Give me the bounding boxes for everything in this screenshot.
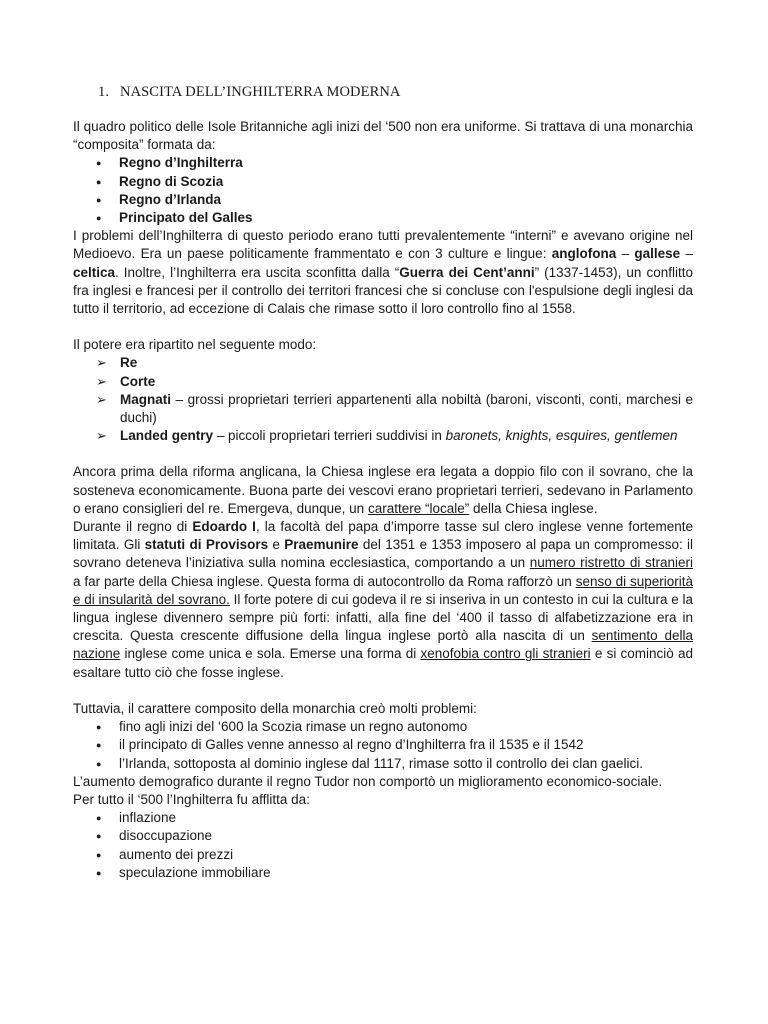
list-item: ● fino agli inizi del ‘600 la Scozia rimase un regno autonomo — [73, 718, 693, 736]
list-item: ➢ Magnati – grossi proprietari terrieri appartenenti alla nobiltà (baroni, visconti, conti, marchesi e duchi) — [73, 391, 693, 427]
list-item: ● l’Irlanda, sottoposta al dominio inglese dal 1117, rimase sotto il controllo dei clan gaelici. — [73, 755, 693, 773]
power-intro: Il potere era ripartito nel seguente modo: — [73, 337, 317, 353]
section-heading — [98, 84, 693, 101]
list-item: ● il principato di Galles venne annesso al regno d’Inghilterra fra il 1535 e il 1542 — [73, 736, 693, 754]
church-paragraph: Ancora prima della riforma anglicana, la Chiesa inglese era legata a doppio filo con il sovrano, che la sosteneva economicamente. Buona parte dei vescovi erano proprietari terrieri, sedevano in Parlamento o erano consiglieri del re. Emergeva, dunque, un carattere “locale” della Chiesa inglese. — [73, 464, 693, 516]
list-item: ● inflazione — [73, 809, 693, 827]
list-item: ● Regno d’Irlanda — [73, 191, 693, 209]
demography-paragraph: L’aumento demografico durante il regno Tudor non comportò un miglioramento economico-sociale. — [73, 773, 663, 789]
heading-number: 1. — [98, 84, 110, 100]
list-item: ● speculazione immobiliare — [73, 864, 693, 882]
list-item: ● Regno d’Inghilterra — [73, 154, 693, 172]
list-item: ● Principato del Galles — [73, 209, 693, 227]
monarchy-list — [73, 718, 693, 773]
list-item: ➢ Corte — [73, 373, 693, 391]
afflicted-list — [73, 809, 693, 882]
list-item: ➢ Landed gentry – piccoli proprietari terrieri suddivisi in baronets, knights, esquires, gentlemen — [73, 427, 693, 445]
intro-paragraph: Il quadro politico delle Isole Britanniche agli inizi del ‘500 non era uniforme. Si trattava di una monarchia “composita” formata da: — [73, 119, 693, 153]
problems-paragraph: I problemi dell’Inghilterra di questo periodo erano tutti prevalentemente “interni” e avevano origine nel Medioevo. Era un paese politicamente frammentato e con 3 culture e lingue: anglofona – gallese – celtica. Inoltre, l’Inghilterra era uscita sconfitta dalla “Guerra dei Cent’anni” (1337-1453), un conflitto fra inglesi e francesi per il controllo dei territori francesi che si concluse con l'espulsione degli inglesi da tutto il territorio, ad eccezione di Calais che rimase sotto il loro controllo fino al 1558. — [73, 228, 694, 317]
heading-text: NASCITA DELL’INGHILTERRA MODERNA — [120, 84, 401, 100]
list-item: ● Regno di Scozia — [73, 173, 693, 191]
document-page — [73, 84, 693, 882]
afflicted-intro: Per tutto il ‘500 l’Inghilterra fu afflitta da: — [73, 791, 310, 807]
monarchy-intro: Tuttavia, il carattere composito della monarchia creò molti problemi: — [73, 700, 477, 716]
power-list — [73, 354, 693, 445]
edward-paragraph: Durante il regno di Edoardo I, la facoltà del papa d’imporre tasse sul clero inglese venne fortemente limitata. Gli statuti di Provisors e Praemunire del 1351 e 1353 imposero al papa un compromesso: il sovrano deteneva l’iniziativa sulla nomina ecclesiastica, comportando a un numero ristretto di stranieri a far parte della Chiesa inglese. Questa forma di autocontrollo da Roma rafforzò un senso di superiorità e di insularità del sovrano. Il forte potere di cui godeva il re si inseriva in un contesto in cui la cultura e la lingua inglese divennero sempre più forti: infatti, alla fine del ‘400 il tasso di alfabetizzazione era in crescita. Questa crescente diffusione della lingua inglese portò alla nascita di un sentimento della nazione inglese come unica e sola. Emerse una forma di xenofobia contro gli stranieri e si cominciò ad esaltare tutto ciò che fosse inglese. — [73, 519, 694, 680]
list-item: ● disoccupazione — [73, 827, 693, 845]
list-item: ● aumento dei prezzi — [73, 846, 693, 864]
list-item: ➢ Re — [73, 354, 693, 372]
kingdoms-list — [73, 154, 693, 227]
